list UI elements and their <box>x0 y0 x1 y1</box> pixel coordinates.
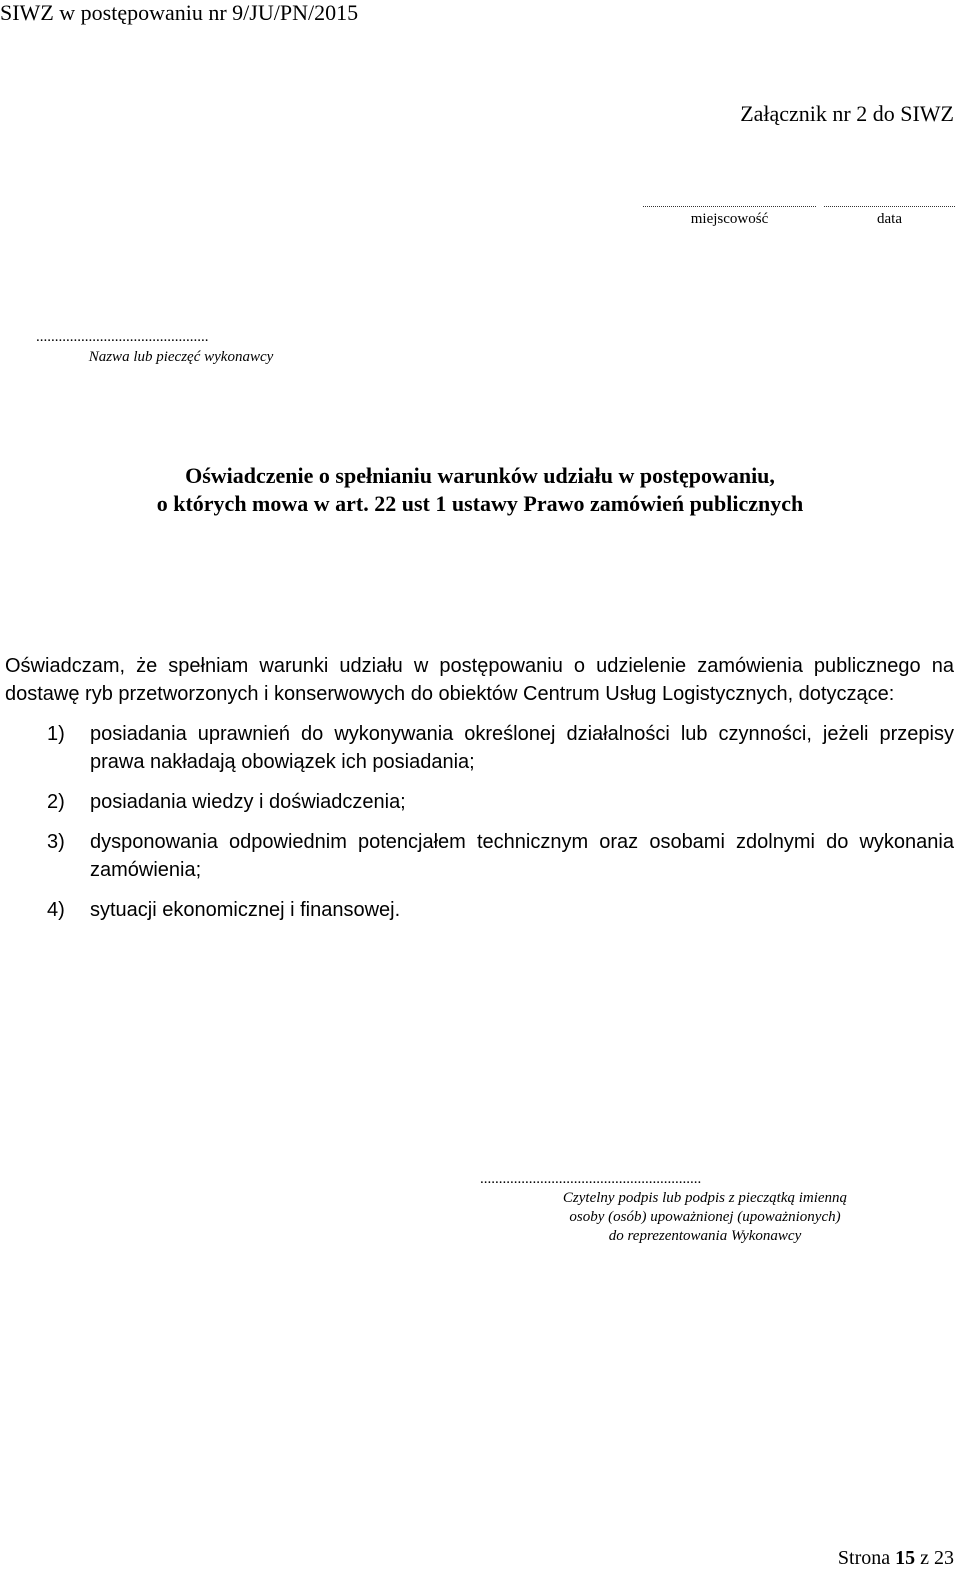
date-label: data <box>877 211 902 227</box>
list-item <box>5 828 954 884</box>
place-label: miejscowość <box>690 211 769 227</box>
list-item-text: posiadania wiedzy i doświadczenia; <box>90 791 406 813</box>
footer-prefix: Strona <box>837 1547 891 1569</box>
signature-block <box>470 1170 940 1246</box>
place-slot <box>643 206 816 228</box>
list-item-number: 3) <box>47 831 65 853</box>
date-dotted-line <box>824 206 955 207</box>
list-item <box>5 720 954 776</box>
annex-label: Załącznik nr 2 do SIWZ <box>740 101 954 126</box>
date-slot <box>824 206 955 228</box>
signature-line-3: do reprezentowania Wykonawcy <box>608 1228 802 1244</box>
list-item <box>5 788 954 816</box>
title-line-2: o których mowa w art. 22 ust 1 ustawy Prawo zamówień publicznych <box>156 491 804 516</box>
list-item-text: sytuacji ekonomicznej i finansowej. <box>90 899 401 921</box>
footer-total-pages: 23 <box>934 1547 954 1569</box>
footer-separator: z <box>920 1547 929 1569</box>
list-item <box>5 896 954 924</box>
list-item-number: 2) <box>47 791 65 813</box>
page-header: SIWZ w postępowaniu nr 9/JU/PN/2015 <box>0 0 359 25</box>
list-item-text: dysponowania odpowiednim potencjałem technicznym oraz osobami zdolnymi do wykonania zamówienia; <box>90 831 954 881</box>
list-item-number: 1) <box>47 723 65 745</box>
signature-line-1: Czytelny podpis lub podpis z pieczątką imienną <box>562 1190 848 1206</box>
place-dotted-line <box>643 206 816 207</box>
declaration-intro: Oświadczam, że spełniam warunki udziału w postępowaniu o udzielenie zamówienia publicznego na dostawę ryb przetworzonych i konserwowych do obiektów Centrum Usług Logistycznych, dotyczące: <box>5 655 954 705</box>
list-item-number: 4) <box>47 899 65 921</box>
contractor-dotted-line: .............................................. <box>36 329 209 345</box>
contractor-block <box>36 328 326 366</box>
signature-dotted-line: ........................................................... <box>480 1171 702 1187</box>
signature-line-2: osoby (osób) upoważnionej (upoważnionych) <box>569 1209 841 1225</box>
document-title <box>0 462 960 518</box>
footer-page-number: 15 <box>895 1547 916 1569</box>
conditions-list <box>5 720 954 924</box>
list-item-text: posiadania uprawnień do wykonywania określonej działalności lub czynności, jeżeli przepisy prawa nakładają obowiązek ich posiadania; <box>90 723 954 773</box>
title-line-1: Oświadczenie o spełnianiu warunków udziału w postępowaniu, <box>185 463 775 488</box>
contractor-label: Nazwa lub pieczęć wykonawcy <box>88 349 274 365</box>
page-footer <box>838 1545 954 1571</box>
declaration-body <box>5 652 954 936</box>
